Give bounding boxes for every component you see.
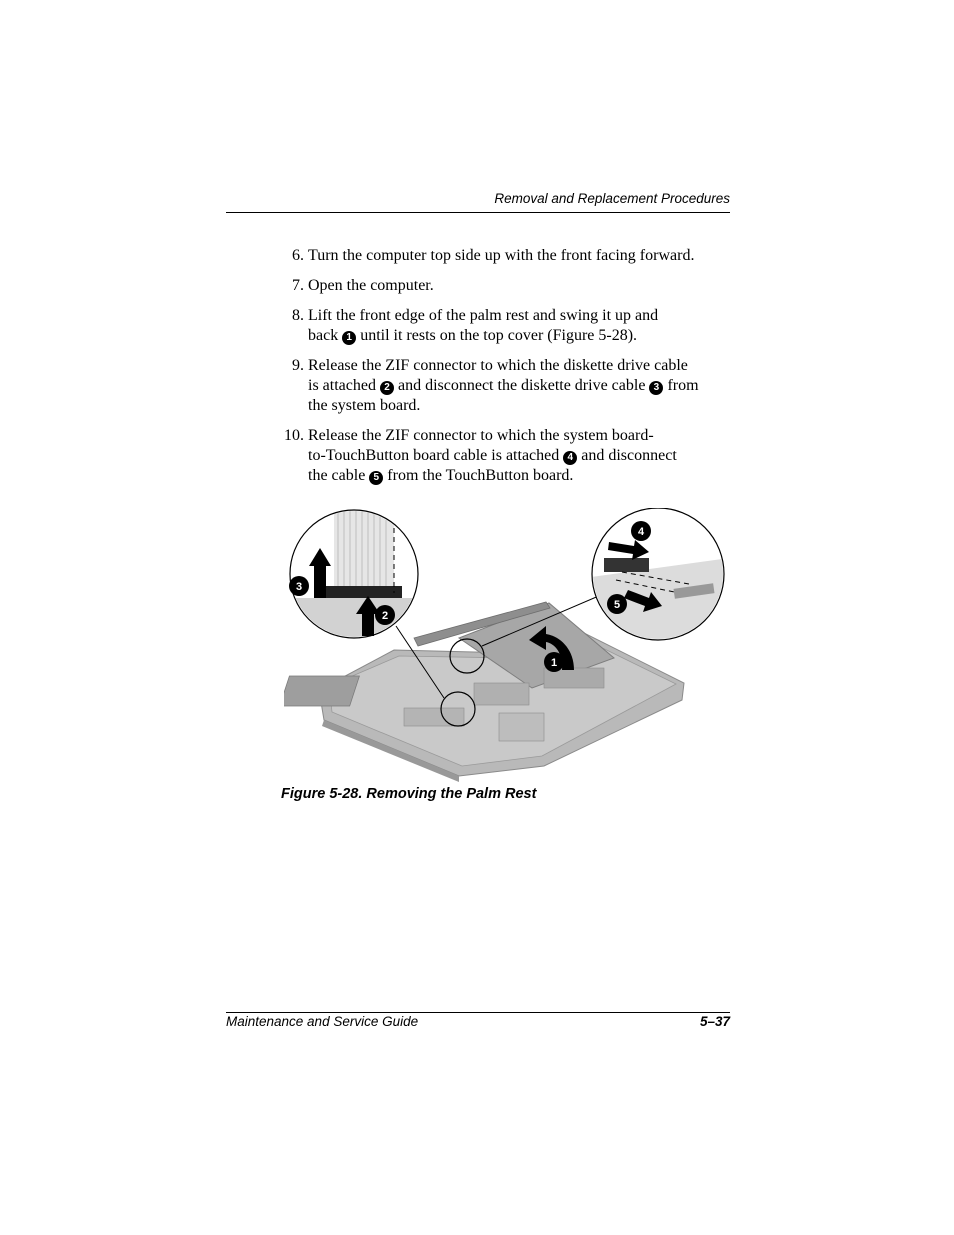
step-text (308, 466, 734, 486)
step-text-part: from (667, 377, 699, 394)
page-number: 5–37 (699, 1014, 730, 1029)
step-text (308, 376, 734, 396)
header-rule (226, 212, 730, 213)
svg-text:5: 5 (613, 599, 621, 611)
step-text (308, 446, 734, 466)
step-10 (274, 426, 734, 486)
callout-3: 3 (649, 381, 663, 395)
step-number: 10. (284, 427, 304, 444)
step-number: 9. (292, 357, 304, 374)
callout-5: 5 (369, 471, 383, 485)
footer-guide-title: Maintenance and Service Guide (226, 1014, 419, 1029)
zif-connector (324, 586, 402, 598)
board-component (474, 683, 529, 705)
touchbutton-connector (604, 558, 649, 572)
figure-illustration (284, 508, 729, 783)
step-text (308, 326, 734, 346)
step-8 (274, 306, 734, 346)
running-header: Removal and Replacement Procedures (494, 191, 730, 206)
step-9 (274, 356, 734, 416)
step-text: Turn the computer top side up with the front facing forward. (308, 247, 695, 264)
callout-3 (289, 576, 309, 596)
step-text: the system board. (308, 397, 421, 414)
diskette-cable (334, 508, 394, 586)
step-number: 6. (292, 247, 304, 264)
svg-text:2: 2 (381, 610, 389, 622)
svg-text:3: 3 (295, 581, 303, 593)
step-7 (274, 276, 734, 296)
palm-rest-removal-figure (284, 508, 729, 783)
procedure-steps (274, 246, 734, 496)
step-text-part: and disconnect the diskette drive cable (397, 377, 646, 394)
step-text: Lift the front edge of the palm rest and swing it up and (308, 307, 659, 324)
step-text-part: until it rests on the top cover (Figure 5-28). (360, 327, 638, 344)
callout-5 (607, 594, 627, 614)
svg-text:4: 4 (637, 526, 645, 538)
footer-rule (226, 1012, 730, 1013)
callout-4: 4 (563, 451, 577, 465)
svg-text:1: 1 (550, 657, 558, 669)
step-text-part: is attached (308, 377, 376, 394)
callout-2: 2 (380, 381, 394, 395)
step-text-part: and disconnect (581, 447, 677, 464)
callout-4 (631, 521, 651, 541)
step-text: Release the ZIF connector to which the system board- (308, 427, 654, 444)
step-text: Open the computer. (308, 277, 434, 294)
step-text-part: the cable (308, 467, 366, 484)
callout-1 (544, 652, 564, 672)
system-board (284, 598, 424, 648)
board-component (404, 708, 464, 726)
figure-caption: Figure 5-28. Removing the Palm Rest (281, 786, 537, 802)
step-number: 8. (292, 307, 304, 324)
callout-2 (375, 605, 395, 625)
step-number: 7. (292, 277, 304, 294)
step-6 (274, 246, 734, 266)
drive-bay (284, 676, 359, 706)
step-text-part: to-TouchButton board cable is attached (308, 447, 560, 464)
step-text-part: back (308, 327, 339, 344)
callout-1: 1 (342, 331, 356, 345)
step-text: Release the ZIF connector to which the diskette drive cable (308, 357, 688, 374)
board-component (499, 713, 544, 741)
step-text-part: from the TouchButton board. (387, 467, 574, 484)
